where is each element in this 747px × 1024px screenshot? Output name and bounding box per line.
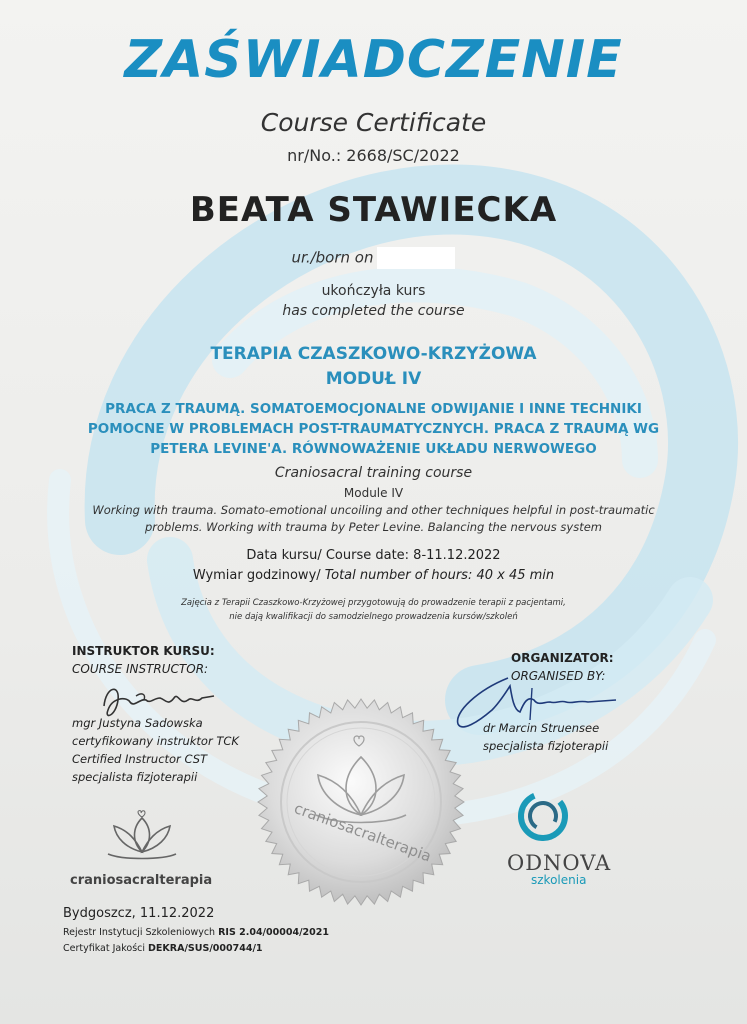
course-description-pl-line: POMOCNE W PROBLEMACH POST-TRAUMATYCZNYCH. PRACA Z TRAUMĄ WG bbox=[87, 421, 660, 437]
instructor-line: mgr Justyna Sadowska bbox=[72, 716, 203, 730]
course-description-pl-line: PETERA LEVINE'A. RÓWNOWAŻENIE UKŁADU NERWOWEGO bbox=[150, 441, 597, 457]
certificate-number: nr/No.: 2668/SC/2022 bbox=[287, 146, 460, 165]
born-label: ur./born on bbox=[291, 248, 374, 267]
place-date: Bydgoszcz, 11.12.2022 bbox=[63, 906, 215, 921]
completed-en: has completed the course bbox=[282, 303, 465, 319]
module-en: Module IV bbox=[343, 486, 404, 500]
registry-label: Rejestr Instytucji Szkoleniowych bbox=[63, 927, 219, 938]
embossed-seal bbox=[256, 697, 466, 907]
course-description-pl-line: PRACA Z TRAUMĄ. SOMATOEMOCJONALNE ODWIJANIE I INNE TECHNIKI bbox=[105, 401, 642, 417]
seal-text: craniosacralterapia bbox=[291, 799, 434, 866]
organizer-label-en: ORGANISED BY: bbox=[511, 669, 606, 683]
redacted-birthdate bbox=[377, 247, 455, 269]
instructor-line: certyfikowany instruktor TCK bbox=[72, 734, 239, 748]
instructor-label-pl: INSTRUKTOR KURSU: bbox=[72, 644, 215, 658]
course-title-en: Craniosacral training course bbox=[274, 465, 473, 481]
odnova-name: ODNOVA bbox=[507, 851, 612, 875]
organizer-label-pl: ORGANIZATOR: bbox=[511, 651, 614, 665]
recipient-name: BEATA STAWIECKA bbox=[189, 190, 558, 230]
odnova-sub: szkolenia bbox=[531, 873, 587, 887]
organizer-line: specjalista fizjoterapii bbox=[483, 739, 609, 753]
module-pl: MODUŁ IV bbox=[325, 369, 422, 389]
completed-pl: ukończyła kurs bbox=[321, 283, 426, 299]
instructor-label-en: COURSE INSTRUCTOR: bbox=[72, 662, 209, 676]
quality-label: Certyfikat Jakości bbox=[63, 943, 149, 954]
hours-label: Wymiar godzinowy/ bbox=[192, 568, 325, 583]
born-line bbox=[0, 247, 747, 269]
registry-line bbox=[63, 927, 329, 938]
quality-value: DEKRA/SUS/000744/1 bbox=[148, 943, 263, 954]
organizer-line: dr Marcin Struensee bbox=[483, 721, 600, 735]
quality-line bbox=[63, 943, 263, 954]
course-title-pl: TERAPIA CZASZKOWO-KRZYŻOWA bbox=[210, 344, 537, 364]
hours-value: Total number of hours: 40 x 45 min bbox=[324, 568, 555, 583]
odnova-logo bbox=[488, 790, 598, 860]
course-description-en-line: problems. Working with trauma by Peter Levine. Balancing the nervous system bbox=[144, 520, 602, 534]
craniosacral-logo-text: craniosacralterapia bbox=[70, 873, 213, 888]
certificate-title: ZAŚWIADCZENIE bbox=[124, 30, 623, 90]
qualification-note-line: Zajęcia z Terapii Czaszkowo-Krzyżowej przygotowują do prowadzenie terapii z pacjentami, bbox=[181, 598, 566, 608]
instructor-line: Certified Instructor CST bbox=[72, 752, 208, 766]
certificate-subtitle: Course Certificate bbox=[260, 108, 487, 137]
instructor-line: specjalista fizjoterapii bbox=[72, 770, 198, 784]
course-hours bbox=[0, 568, 747, 583]
course-description-en-line: Working with trauma. Somato-emotional uncoiling and other techniques helpful in post-traumatic bbox=[92, 503, 655, 517]
course-date: Data kursu/ Course date: 8-11.12.2022 bbox=[246, 548, 501, 563]
registry-value: RIS 2.04/00004/2021 bbox=[218, 927, 329, 938]
qualification-note-line: nie dają kwalifikacji do samodzielnego prowadzenia kursów/szkoleń bbox=[229, 612, 518, 622]
